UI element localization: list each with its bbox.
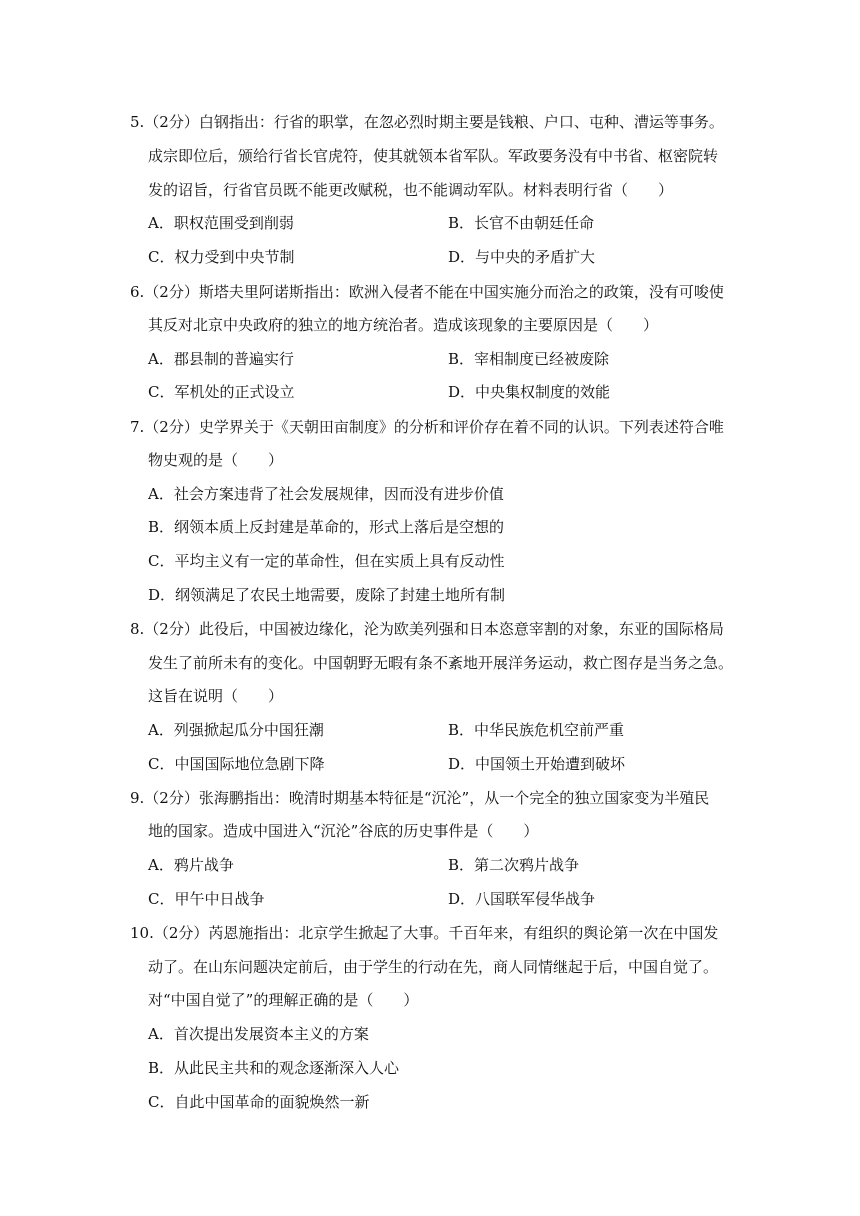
option-a: A．职权范围受到削弱 <box>148 214 294 232</box>
option-a: A．社会方案违背了社会发展规律，因而没有进步价值 <box>148 485 504 503</box>
option-c: C．中国国际地位急剧下降 <box>148 755 325 773</box>
question-text-line: 动了。在山东问题决定前后，由于学生的行动在先，商人同情继起于后，中国自觉了。 <box>148 958 719 976</box>
option-a: A．列强掀起瓜分中国狂潮 <box>148 721 324 739</box>
option-d: D．与中央的矛盾扩大 <box>448 248 596 266</box>
option-a: A．郡县制的普遍实行 <box>148 350 294 368</box>
option-c: C．甲午中日战争 <box>148 890 265 908</box>
question-text-line: 物史观的是（ ） <box>148 451 284 469</box>
option-b: B．中华民族危机空前严重 <box>448 721 625 739</box>
question-text-line: 发生了前所未有的变化。中国朝野无暇有条不紊地开展洋务运动，救亡图存是当务之急。 <box>148 654 734 672</box>
question-text-line: 成宗即位后，颁给行省长官虎符，使其就领本省军队。军政要务没有中书省、枢密院转 <box>148 147 719 165</box>
option-a: A．鸦片战争 <box>148 856 234 874</box>
option-c: C．平均主义有一定的革命性，但在实质上具有反动性 <box>148 552 505 570</box>
option-b: B．第二次鸦片战争 <box>448 856 580 874</box>
option-a: A．首次提出发展资本主义的方案 <box>148 1025 369 1043</box>
option-b: B．宰相制度已经被废除 <box>448 350 610 368</box>
option-b: B．纲领本质上反封建是革命的，形式上落后是空想的 <box>148 518 505 536</box>
option-c: C．权力受到中央节制 <box>148 248 295 266</box>
question-text-line: 10.（2分）芮恩施指出：北京学生掀起了大事。千百年来，有组织的舆论第一次在中国发 <box>130 924 719 942</box>
option-c: C．军机处的正式设立 <box>148 383 295 401</box>
question-text-line: 地的国家。造成中国进入“沉沦”谷底的历史事件是（ ） <box>148 822 539 840</box>
option-d: D．中国领土开始遭到破坏 <box>448 755 626 773</box>
option-d: D．中央集权制度的效能 <box>448 383 611 401</box>
option-d: D．八国联军侵华战争 <box>448 890 596 908</box>
option-b: B．从此民主共和的观念逐渐深入人心 <box>148 1059 400 1077</box>
question-text-line: 对“中国自觉了”的理解正确的是（ ） <box>148 991 419 1009</box>
question-text-line: 7.（2分）史学界关于《天朝田亩制度》的分析和评价存在着不同的认识。下列表述符合唯 <box>130 418 724 436</box>
option-b: B．长官不由朝廷任命 <box>448 214 595 232</box>
question-text-line: 8.（2分）此役后，中国被边缘化，沦为欧美列强和日本恣意宰割的对象，东亚的国际格局 <box>130 620 724 638</box>
option-d: D．纲领满足了农民土地需要，废除了封建土地所有制 <box>148 586 506 604</box>
option-c: C．自此中国革命的面貌焕然一新 <box>148 1093 370 1111</box>
question-text-line: 发的诏旨，行省官员既不能更改赋税，也不能调动军队。材料表明行省（ ） <box>148 181 674 199</box>
question-text-line: 6.（2分）斯塔夫里阿诺斯指出：欧洲入侵者不能在中国实施分而治之的政策，没有可唆使 <box>130 283 724 301</box>
question-text-line: 这旨在说明（ ） <box>148 687 284 705</box>
question-text-line: 5.（2分）白钢指出：行省的职掌，在忽必烈时期主要是钱粮、户口、屯种、漕运等事务。 <box>130 113 724 131</box>
question-text-line: 9.（2分）张海鹏指出：晚清时期基本特征是“沉沦”，从一个完全的独立国家变为半殖民 <box>130 789 710 807</box>
question-text-line: 其反对北京中央政府的独立的地方统治者。造成该现象的主要原因是（ ） <box>148 316 659 334</box>
